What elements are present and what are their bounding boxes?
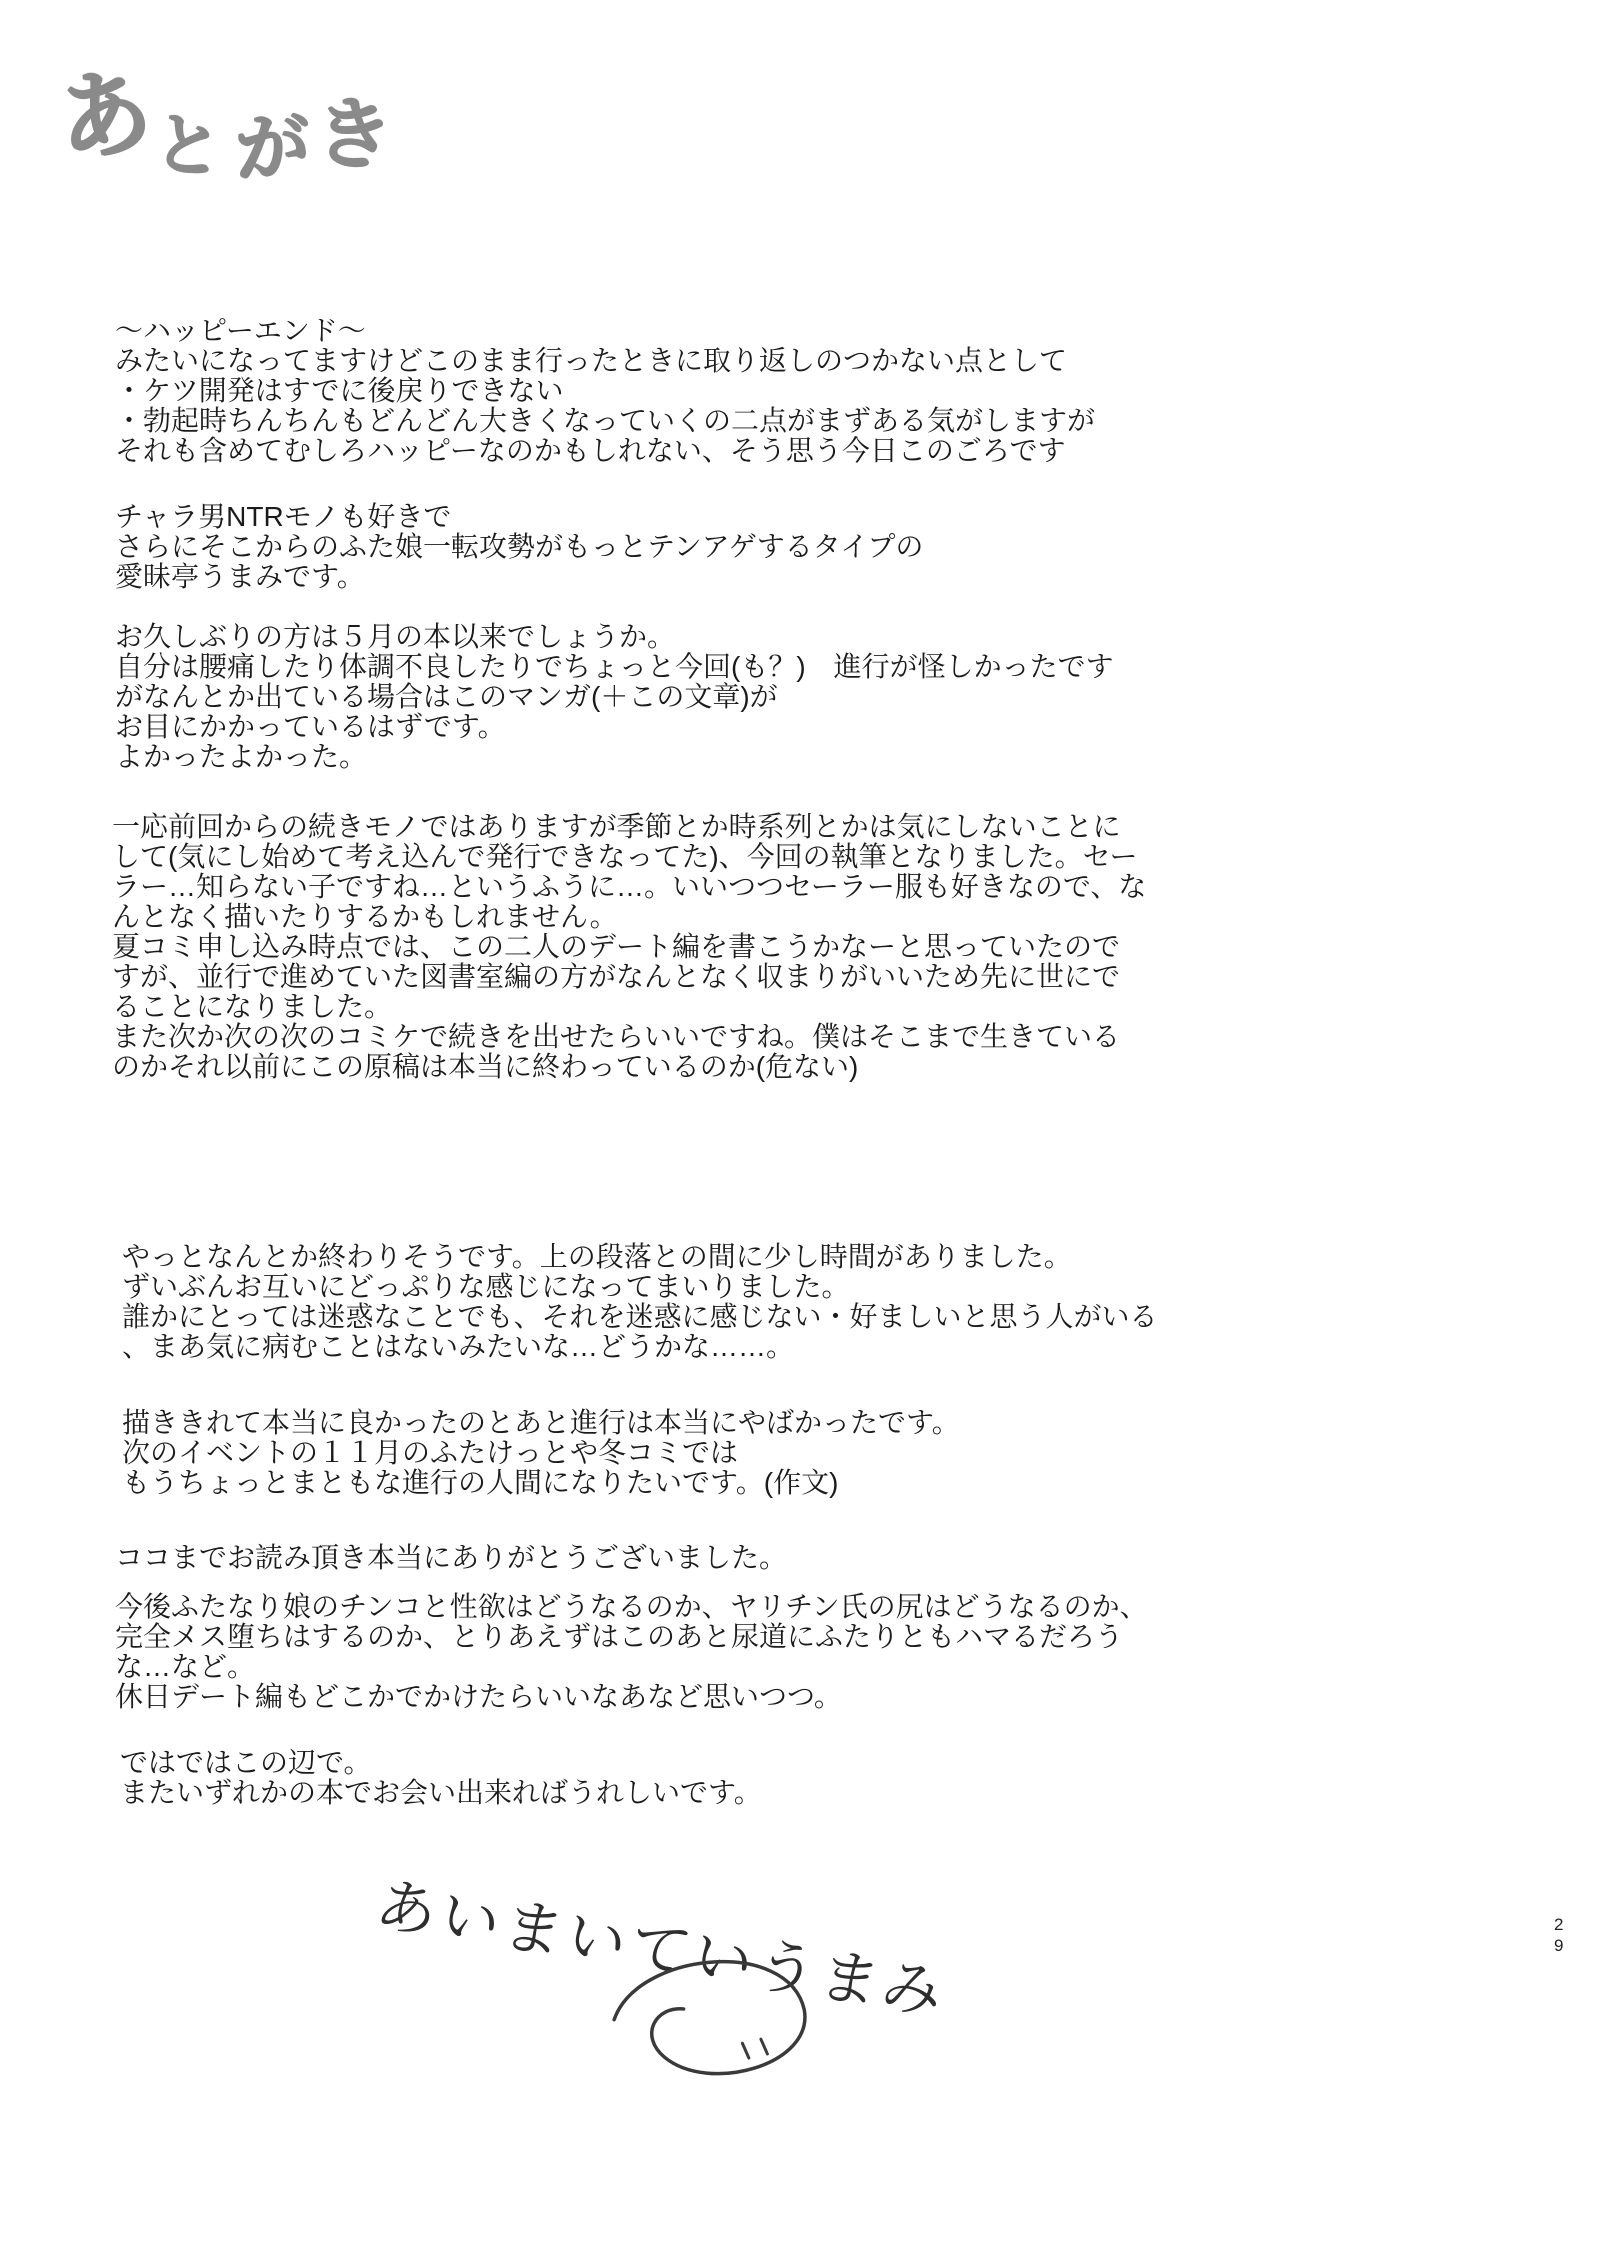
text-line: 休日デート編もどこかでかけたらいいなあなど思いつつ。: [115, 1681, 842, 1712]
signature-flourish-icon: [589, 1900, 838, 2113]
page-title: [52, 42, 396, 191]
page-number: [1554, 1914, 1563, 1956]
title-char-2: と: [151, 105, 225, 187]
text-line: それも含めてむしろハッピーなのかもしれない、そう思う今日このごろです: [115, 435, 1066, 466]
text-line: お久しぶりの方は５月の本以来でしょうか。: [115, 621, 676, 652]
text-line: んとなく描いたりするかもしれません。: [112, 901, 618, 932]
title-char-4: き: [312, 87, 396, 180]
text-line: な…など。: [115, 1651, 256, 1682]
page-number-digit: 2: [1554, 1915, 1564, 1934]
text-line: やっとなんとか終わりそうです。上の段落との間に少し時間がありました。: [122, 1241, 1072, 1272]
text-line: 描ききれて本当に良かったのとあと進行は本当にやばかったです。: [122, 1407, 960, 1438]
text-line: 今後ふたなり娘のチンコと性欲はどうなるのか、ヤリチン氏の尻はどうなるのか、: [115, 1591, 1148, 1622]
text-line: またいずれかの本でお会い出来ればうれしいです。: [120, 1777, 762, 1808]
text-line: 愛昧亭うまみです。: [115, 561, 365, 592]
title-char-1: あ: [52, 57, 158, 176]
text-line: ラー…知らない子ですね…というふうに…。いいつつセーラー服も好きなので、な: [112, 871, 1147, 902]
text-line: して(気にし始めて考え込んで発行できなってた)、今回の執筆となりました。セー: [112, 841, 1138, 872]
paragraph-farewell: [120, 1748, 762, 1808]
paragraph-greeting: [115, 622, 1114, 772]
text-line: のかそれ以前にこの原稿は本当に終わっているのか(危ない): [112, 1051, 859, 1082]
text-line: よかったよかった。: [115, 741, 368, 772]
text-line: みたいになってますけどこのまま行ったときに取り返しのつかない点として: [115, 345, 1068, 376]
text-line: ～ハッピーエンド～: [115, 315, 366, 346]
paragraph-finally-done: [122, 1242, 1157, 1362]
text-line: 、まあ気に病むことはないみたいな…どうかな……。: [122, 1331, 795, 1362]
text-line: 一応前回からの続きモノではありますが季節とか時系列とかは気にしないことに: [112, 811, 1121, 842]
text-line: チャラ男NTRモノも好きで: [115, 501, 452, 532]
paragraph-thanks: [115, 1543, 787, 1573]
text-line: また次か次の次のコミケで続きを出せたらいいですね。僕はそこまで生きている: [112, 1021, 1121, 1052]
text-line: お目にかかっているはずです。: [115, 711, 506, 742]
text-line: すが、並行で進めていた図書室編の方がなんとなく収まりがいいため先に世にで: [112, 961, 1121, 992]
paragraph-production-notes: [112, 812, 1146, 1082]
text-line: ずいぶんお互いにどっぷりな感じになってまいりました。: [122, 1271, 850, 1302]
text-line: ココまでお読み頂き本当にありがとうございました。: [115, 1542, 788, 1573]
text-line: 自分は腰痛したり体調不良したりでちょっと今回(も？) 進行が怪しかったです: [115, 651, 1114, 682]
text-line: がなんとか出ている場合はこのマンガ(＋この文章)が: [115, 681, 778, 712]
text-line: ・ケツ開発はすでに後戻りできない: [115, 375, 564, 406]
paragraph-intro: [115, 502, 923, 592]
text-line: ることになりました。: [112, 991, 393, 1022]
text-line: さらにそこからのふた娘一転攻勢がもっとテンアゲするタイプの: [115, 531, 924, 562]
paragraph-next-events: [122, 1408, 960, 1498]
text-line: もうちょっとまともな進行の人間になりたいです。(作文): [122, 1467, 839, 1498]
paragraph-happy-end: [115, 316, 1095, 466]
paragraph-future: [115, 1592, 1148, 1712]
page-number-digit: 9: [1554, 1936, 1564, 1955]
text-line: ではではこの辺で。: [120, 1747, 372, 1778]
text-line: ・勃起時ちんちんもどんどん大きくなっていくの二点がまずある気がしますが: [115, 405, 1096, 436]
text-line: 次のイベントの１１月のふたけっとや冬コミでは: [122, 1437, 739, 1468]
text-line: 夏コミ申し込み時点では、この二人のデート編を書こうかなーと思っていたので: [112, 931, 1121, 962]
title-char-3: が: [233, 104, 312, 191]
text-line: 完全メス堕ちはするのか、とりあえずはこのあと尿道にふたりともハマるだろう: [115, 1621, 1124, 1652]
author-signature: あいまいていうまみ: [369, 1871, 954, 2028]
text-line: 誰かにとっては迷惑なことでも、それを迷惑に感じない・好ましいと思う人がいる: [122, 1301, 1158, 1332]
